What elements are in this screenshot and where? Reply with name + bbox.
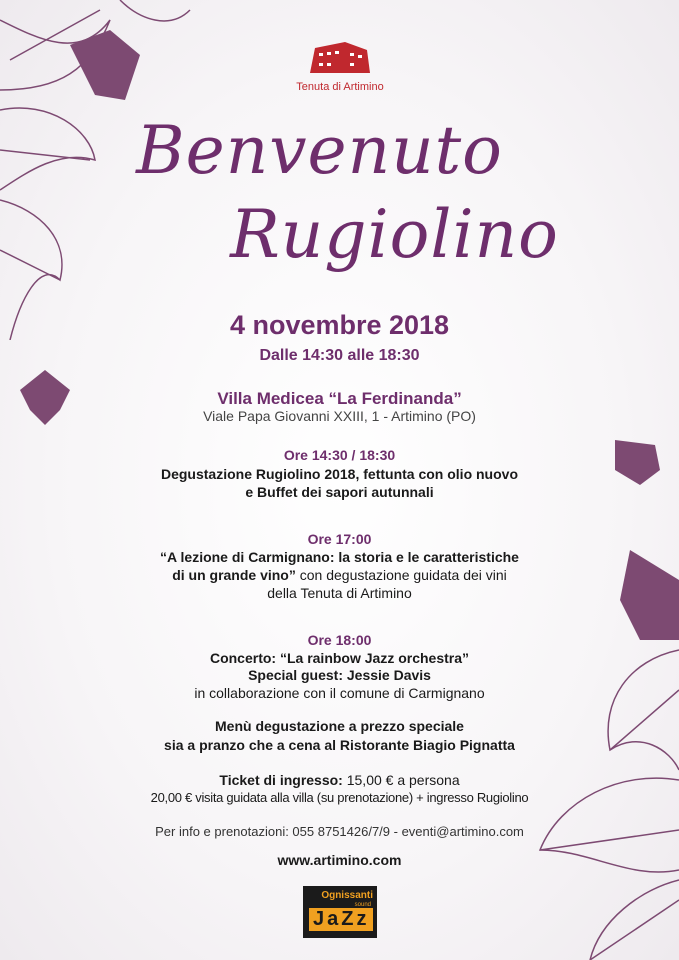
villa-icon: [305, 38, 375, 76]
program-text: “A lezione di Carmignano: la storia e le caratteristiche: [160, 549, 519, 565]
menu-text: sia a pranzo che a cena al Ristorante Biagio Pignatta: [164, 737, 515, 753]
sponsor-word: JaZz: [309, 908, 373, 931]
program-text-bold: di un grande vino”: [172, 567, 296, 583]
event-date: 4 novembre 2018: [229, 310, 450, 340]
contact-info: Per info e prenotazioni: 055 8751426/7/9 - eventi@artimino.com: [155, 824, 524, 839]
ticket-label: Ticket di ingresso:: [219, 772, 343, 788]
program-text-rest: con degustazione guidata dei vini: [295, 567, 507, 583]
event-hours: Dalle 14:30 alle 18:30: [259, 347, 420, 364]
ticket-price: 15,00 € a persona: [342, 772, 460, 788]
ognissanti-jazz-logo: [303, 886, 377, 938]
ticket-line: [0, 772, 679, 788]
sponsor-sub: sound: [354, 902, 371, 908]
program-text: Special guest: Jessie Davis: [248, 667, 431, 683]
venue-address: Viale Papa Giovanni XXIII, 1 - Artimino (PO): [203, 408, 476, 424]
title-line-1: Benvenuto: [136, 112, 503, 189]
program-text: e Buffet dei sapori autunnali: [245, 484, 434, 500]
leaf-decoration-bottom-right: [480, 550, 679, 960]
website-link[interactable]: www.artimino.com: [277, 852, 402, 868]
program-time-2: Ore 17:00: [307, 531, 372, 547]
program-text: della Tenuta di Artimino: [267, 585, 412, 601]
ticket-extra: 20,00 € visita guidata alla villa (su prenotazione) + ingresso Rugiolino: [150, 790, 529, 805]
program-text: in collaborazione con il comune di Carmignano: [194, 685, 485, 701]
venue-name: Villa Medicea “La Ferdinanda”: [217, 389, 462, 408]
program-text: Concerto: “La rainbow Jazz orchestra”: [209, 650, 470, 666]
menu-text: Menù degustazione a prezzo speciale: [215, 718, 464, 734]
program-text: [0, 567, 679, 583]
program-time-1: Ore 14:30 / 18:30: [283, 447, 396, 463]
program-text: Degustazione Rugiolino 2018, fettunta con olio nuovo: [160, 466, 518, 482]
title-line-2: Rugiolino: [230, 196, 559, 273]
logo-text: Tenuta di Artimino: [296, 81, 384, 93]
program-time-3: Ore 18:00: [307, 632, 372, 648]
sponsor-name: Ognissanti: [321, 890, 373, 901]
tenuta-logo: [296, 38, 384, 93]
